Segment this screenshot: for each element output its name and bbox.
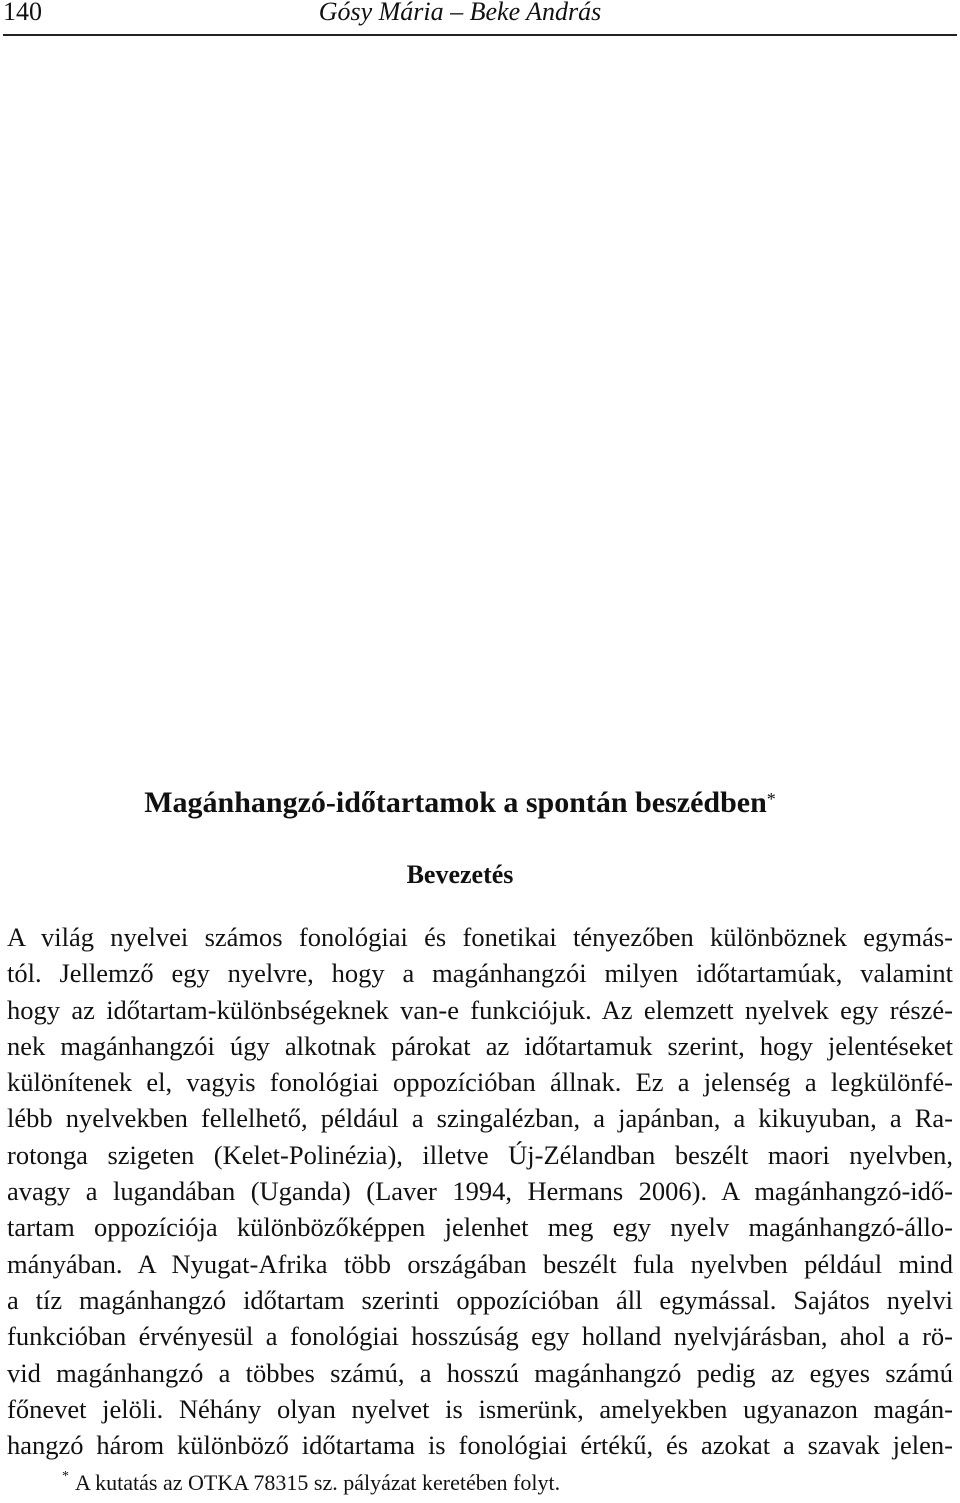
section-heading: Bevezetés [406,860,514,889]
text-line: rotonga szigeten (Kelet-Polinézia), illetve Új-Zélandban beszélt maori nyelvben, [7,1139,953,1170]
footnote-text: A kutatás az OTKA 78315 sz. pályázat keretében folyt. [75,1470,561,1495]
text-line: mányában. A Nyugat-Afrika több országában beszélt fula nyelvben például mind [7,1248,953,1279]
footnote-marker: * [62,1469,69,1484]
text-line: tól. Jellemző egy nyelvre, hogy a magánhangzói milyen időtartamúak, valamint [7,958,953,989]
text-line: vid magánhangzó a többes számú, a hosszú magánhangzó pedig az egyes számú [7,1357,953,1388]
footnote [62,1468,560,1498]
text-line: nek magánhangzói úgy alkotnak párokat az időtartamuk szerint, hogy jelentéseket [7,1030,953,1061]
text-line: hogy az időtartam-különbségeknek van-e funkciójuk. Az elemzett nyelvek egy részé- [7,994,953,1025]
text-line: A világ nyelvei számos fonológiai és fonetikai tényezőben különböznek egymás- [7,922,953,952]
text-line: lébb nyelvekben fellelhető, például a szingalézban, a japánban, a kikuyuban, a Ra- [7,1103,953,1134]
running-head [0,0,960,34]
text-line: hangzó három különböző időtartama is fonológiai értékű, és azokat a szavak jelen- [7,1430,953,1461]
text-line: főnevet jelöli. Néhány olyan nyelvet is ismerünk, amelyekben ugyanazon magán- [7,1393,953,1424]
text-line: különítenek el, vagyis fonológiai oppozícióban állnak. Ez a jelenség a legkülönfé- [7,1067,953,1098]
text-line: avagy a lugandában (Uganda) (Laver 1994, Hermans 2006). A magánhangzó-idő- [7,1176,953,1207]
article-title [0,783,960,823]
title-footnote-marker: * [766,789,776,809]
header-rule [3,34,957,36]
article-title-text: Magánhangzó-időtartamok a spontán beszédben [144,786,767,819]
page-number: 140 [3,0,42,26]
body-paragraph [7,919,953,1463]
text-line: a tíz magánhangzó időtartam szerinti oppozícióban áll egymással. Sajátos nyelvi [7,1284,953,1315]
text-line: tartam oppozíciója különbözőképpen jelenhet meg egy nyelv magánhangzó-állo- [7,1212,953,1243]
running-title: Gósy Mária – Beke András [318,0,602,26]
text-line: funkcióban érvényesül a fonológiai hosszúság egy holland nyelvjárásban, ahol a rö- [7,1321,953,1352]
